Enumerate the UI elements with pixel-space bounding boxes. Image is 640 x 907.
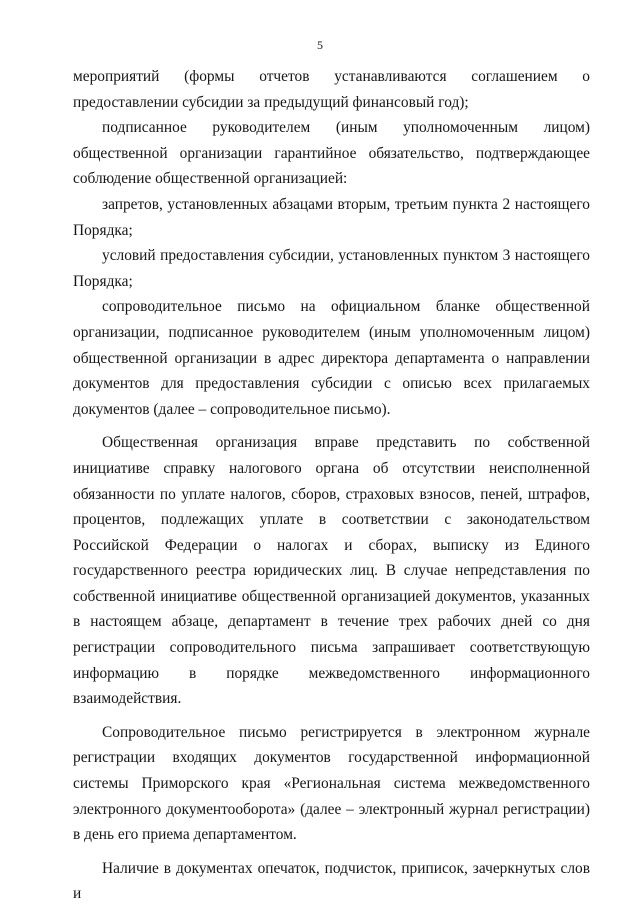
paragraph-cover-letter: сопроводительное письмо на официальном бланке общественной организации, подписанное руководителем (иным уполномоченным лицом) общественной организации в адрес директора департамента о направлении документов для предоставления субсидии с описью всех прилагаемых документов (далее – сопроводительное письмо). <box>73 298 590 418</box>
page-number: 5 <box>317 38 323 52</box>
document-body <box>73 64 590 907</box>
paragraph-continuation: мероприятий (формы отчетов устанавливаются соглашением о предоставлении субсидии за предыдущий финансовый год); <box>73 68 590 111</box>
paragraph-prohibitions: запретов, установленных абзацами вторым, третьим пункта 2 настоящего Порядка; <box>73 195 590 239</box>
paragraph-registration: Сопроводительное письмо регистрируется в электронном журнале регистрации входящих документов государственной информационной системы Приморского края «Региональная система межведомственного электронного документооборота» (далее – электронный журнал регистрации) в день его приема департаментом. <box>73 723 590 844</box>
paragraph-conditions: условий предоставления субсидии, установленных пунктом 3 настоящего Порядка; <box>73 247 590 290</box>
paragraph-guarantee-obligation: подписанное руководителем (иным уполномоченным лицом) общественной организации гарантийное обязательство, подтверждающее соблюдение общественной организацией: <box>73 119 590 188</box>
paragraph-tax-certificate: Общественная организация вправе представить по собственной инициативе справку налогового органа об отсутствии неисполненной обязанности по уплате налогов, сборов, страховых взносов, пеней, штрафов, процентов, подлежащих уплате в соответствии с законодательством Российской Федерации о налогах и сборах, выписку из Единого государственного реестра юридических лиц. В случае непредставления по собственной инициативе общественной организацией документов, указанных в настоящем абзаце, департамент в течение трех рабочих дней со дня регистрации сопроводительного письма запрашивает соответствующую информацию в порядке межведомственного информационного взаимодействия. <box>73 434 590 708</box>
paragraph-errors: Наличие в документах опечаток, подчисток, приписок, зачеркнутых слов и <box>73 859 590 903</box>
